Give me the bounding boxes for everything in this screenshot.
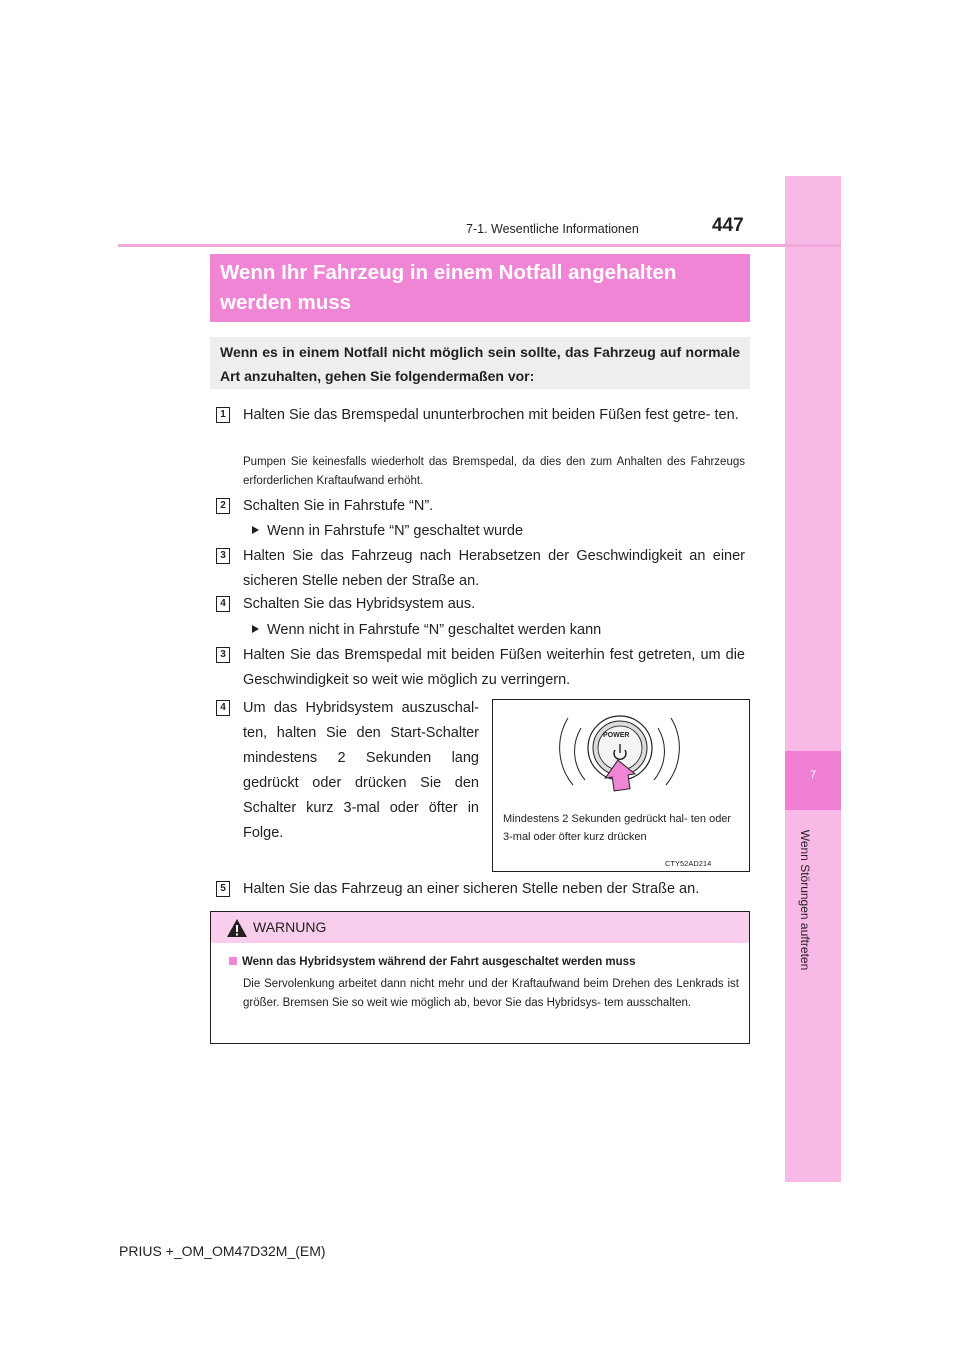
power-button-label: POWER bbox=[603, 732, 630, 739]
step-number: 2 bbox=[216, 498, 230, 514]
square-bullet-icon bbox=[229, 957, 237, 965]
step-number: 5 bbox=[216, 881, 230, 897]
page-number: 447 bbox=[712, 215, 744, 236]
case-heading-not-in-n: Wenn nicht in Fahrstufe “N” geschaltet werden kann bbox=[243, 618, 745, 643]
case-heading-in-n: Wenn in Fahrstufe “N” geschaltet wurde bbox=[243, 519, 745, 544]
footer-code: PRIUS +_OM_OM47D32M_(EM) bbox=[119, 1243, 326, 1259]
warning-triangle-icon bbox=[226, 918, 248, 938]
step-text: Halten Sie das Fahrzeug an einer sicheren Stelle neben der Straße an. bbox=[243, 881, 700, 897]
step-text: Um das Hybridsystem auszuschal- ten, halten Sie den Start-Schalter mindestens 2 Sekunden lang gedrückt oder drücken Sie den Schalter kurz 3-mal oder öfter in Folge. bbox=[243, 700, 479, 841]
step-number: 4 bbox=[216, 700, 230, 716]
step-number: 3 bbox=[216, 548, 230, 564]
step-text: Schalten Sie das Hybridsystem aus. bbox=[243, 596, 476, 612]
step-number: 4 bbox=[216, 596, 230, 612]
power-button-illustration bbox=[493, 700, 749, 810]
triangle-bullet-icon bbox=[252, 625, 259, 633]
step-text: Schalten Sie in Fahrstufe “N”. bbox=[243, 498, 434, 514]
warning-box bbox=[210, 911, 750, 1044]
step-number: 3 bbox=[216, 647, 230, 663]
power-switch-figure bbox=[492, 699, 750, 872]
page-title: Wenn Ihr Fahrzeug in einem Notfall angehalten werden muss bbox=[210, 254, 750, 322]
triangle-bullet-icon bbox=[252, 526, 259, 534]
step-text: Halten Sie das Bremspedal mit beiden Füßen weiterhin fest getreten, um die Geschwindigkeit so weit wie möglich zu verringern. bbox=[243, 647, 745, 688]
step-number: 1 bbox=[216, 407, 230, 423]
chapter-side-tab bbox=[785, 176, 841, 1182]
warning-header bbox=[211, 912, 749, 943]
step-text: Halten Sie das Bremspedal ununterbrochen mit beiden Füßen fest getre- ten. bbox=[243, 407, 739, 423]
step-text: Halten Sie das Fahrzeug nach Herabsetzen der Geschwindigkeit an einer sicheren Stelle neben der Straße an. bbox=[243, 548, 745, 589]
header-rule bbox=[118, 244, 841, 247]
figure-code: CTY52AD214 bbox=[665, 859, 712, 868]
intro-text: Wenn es in einem Notfall nicht möglich sein sollte, das Fahrzeug auf normale Art anzuhalten, gehen Sie folgendermaßen vor: bbox=[210, 337, 750, 389]
chapter-number-tab: 7 bbox=[785, 751, 841, 810]
warning-item-title: Wenn das Hybridsystem während der Fahrt ausgeschaltet werden muss bbox=[229, 956, 635, 968]
chapter-label: Wenn Störungen auftreten bbox=[798, 829, 812, 971]
warning-title: WARNUNG bbox=[253, 919, 327, 935]
section-title: 7-1. Wesentliche Informationen bbox=[466, 222, 639, 236]
figure-caption: Mindestens 2 Sekunden gedrückt hal- ten oder 3-mal oder öfter kurz drücken bbox=[503, 813, 732, 843]
warning-body: Die Servolenkung arbeitet dann nicht mehr und der Kraftaufwand beim Drehen des Lenkrads ist größer. Bremsen Sie so weit wie möglich ab, bevor Sie das Hybridsys- tem ausschalten. bbox=[243, 978, 739, 1009]
step-note: Pumpen Sie keinesfalls wiederholt das Bremspedal, da dies den zum Anhalten des Fahrzeugs erforderlichen Kraftaufwand erhöht. bbox=[243, 456, 745, 487]
